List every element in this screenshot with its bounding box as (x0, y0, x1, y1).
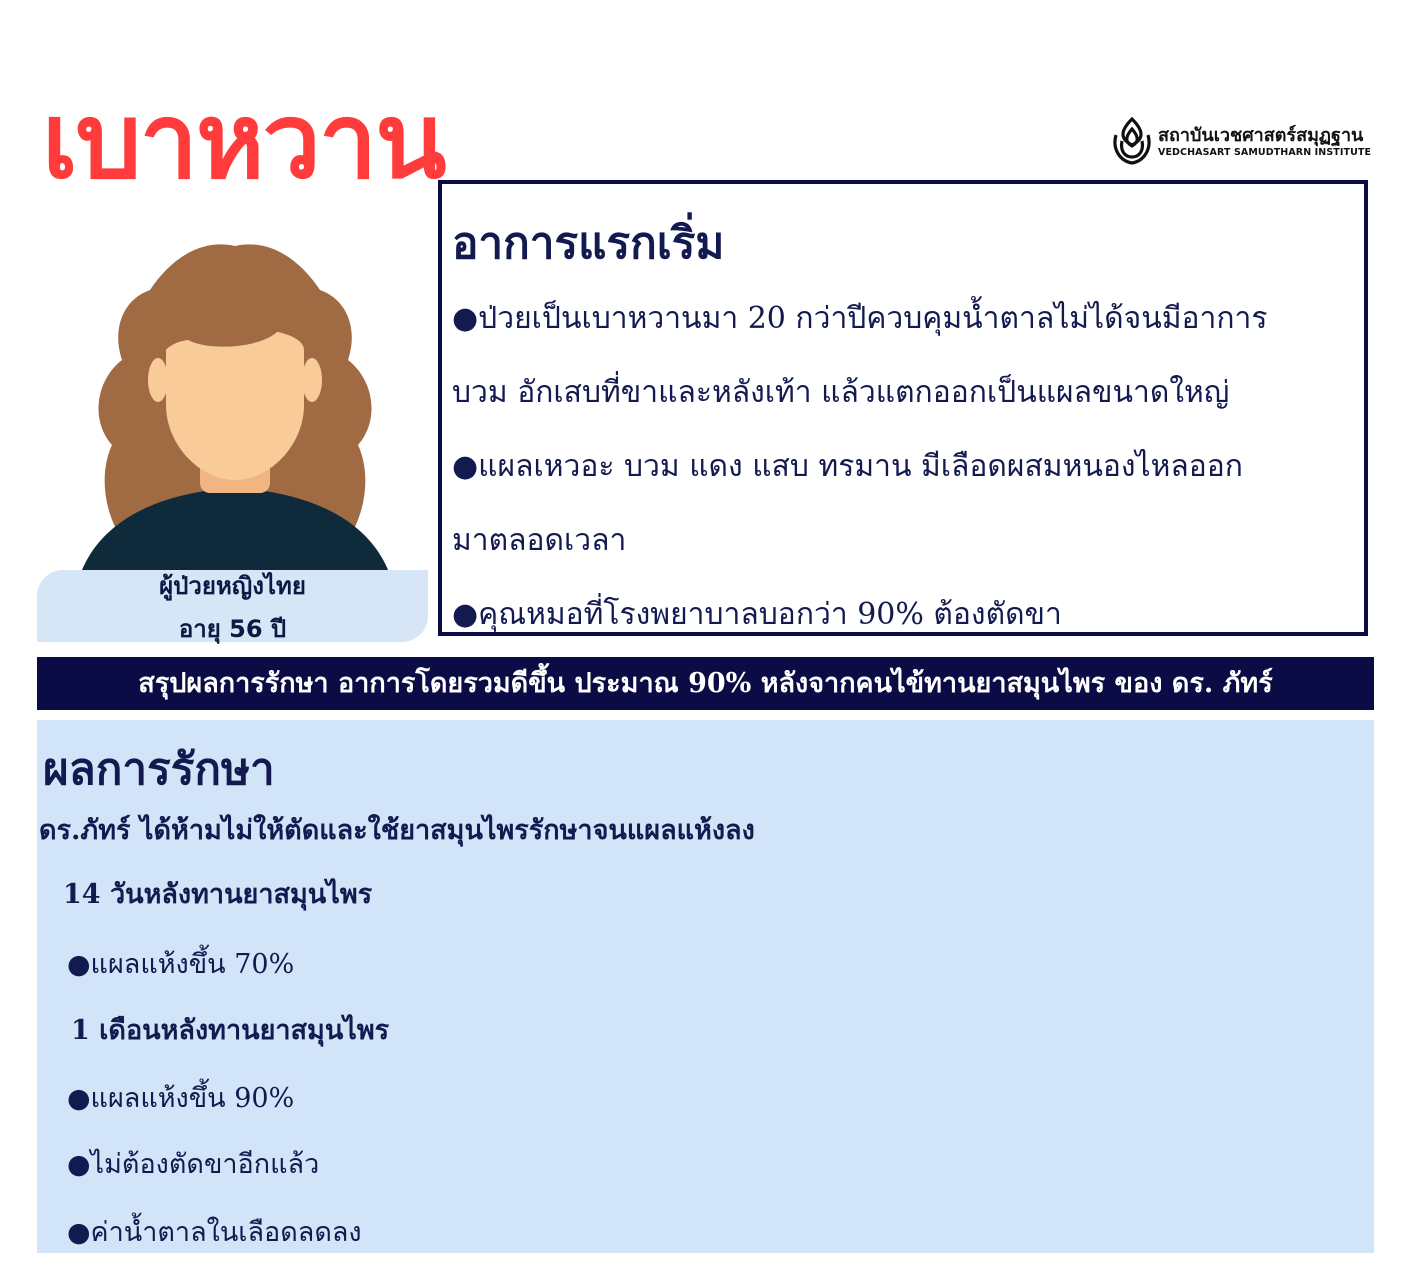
results-intro: ดร.ภัทร์ ได้ห้ามไม่ให้ตัดและใช้ยาสมุนไพรรักษาจนแผลแห้งลง (39, 815, 755, 846)
patient-description: ผู้ป่วยหญิงไทย (159, 572, 306, 600)
symptoms-heading: อาการแรกเริ่ม (452, 218, 725, 269)
result-item: ●แผลแห้งขึ้น 70% (67, 949, 295, 980)
symptom-line: ●ป่วยเป็นเบาหวานมา 20 กว่าปีควบคุมน้ำตาลไม่ได้จนมีอาการ (452, 301, 1268, 336)
initial-symptoms-box (438, 180, 1368, 636)
logo-english-name: VEDCHASART SAMUDTHARN INSTITUTE (1158, 146, 1372, 158)
treatment-results-panel (37, 720, 1374, 1253)
period-1-month-heading: 1 เดือนหลังทานยาสมุนไพร (71, 1015, 390, 1046)
symptom-line: มาตลอดเวลา (452, 523, 627, 558)
lotus-logo-icon (1110, 115, 1154, 167)
page-title: เบาหวาน (42, 80, 445, 202)
result-item: ●ค่าน้ำตาลในเลือดลดลง (67, 1217, 362, 1248)
patient-age: อายุ 56 ปี (178, 615, 287, 643)
treatment-summary-bar: สรุปผลการรักษา อาการโดยรวมดีขึ้น ประมาณ 90% หลังจากคนไข้ทานยาสมุนไพร ของ ดร. ภัทร์ (37, 657, 1374, 710)
result-item: ●แผลแห้งขึ้น 90% (67, 1083, 295, 1114)
institute-logo (1110, 114, 1378, 168)
result-item: ●ไม่ต้องตัดขาอีกแล้ว (67, 1149, 320, 1180)
symptom-line: ●แผลเหวอะ บวม แดง แสบ ทรมาน มีเลือดผสมหนองไหลออก (452, 449, 1243, 484)
period-14-days-heading: 14 วันหลังทานยาสมุนไพร (63, 879, 373, 910)
logo-thai-name: สถาบันเวชศาสตร์สมุฏฐาน (1158, 124, 1364, 146)
patient-avatar-illustration (60, 230, 410, 575)
results-heading: ผลการรักษา (43, 744, 275, 795)
patient-info-card (37, 570, 428, 642)
symptom-line: บวม อักเสบที่ขาและหลังเท้า แล้วแตกออกเป็นแผลขนาดใหญ่ (452, 375, 1230, 410)
symptom-line: ●คุณหมอที่โรงพยาบาลบอกว่า 90% ต้องตัดขา (452, 597, 1062, 632)
